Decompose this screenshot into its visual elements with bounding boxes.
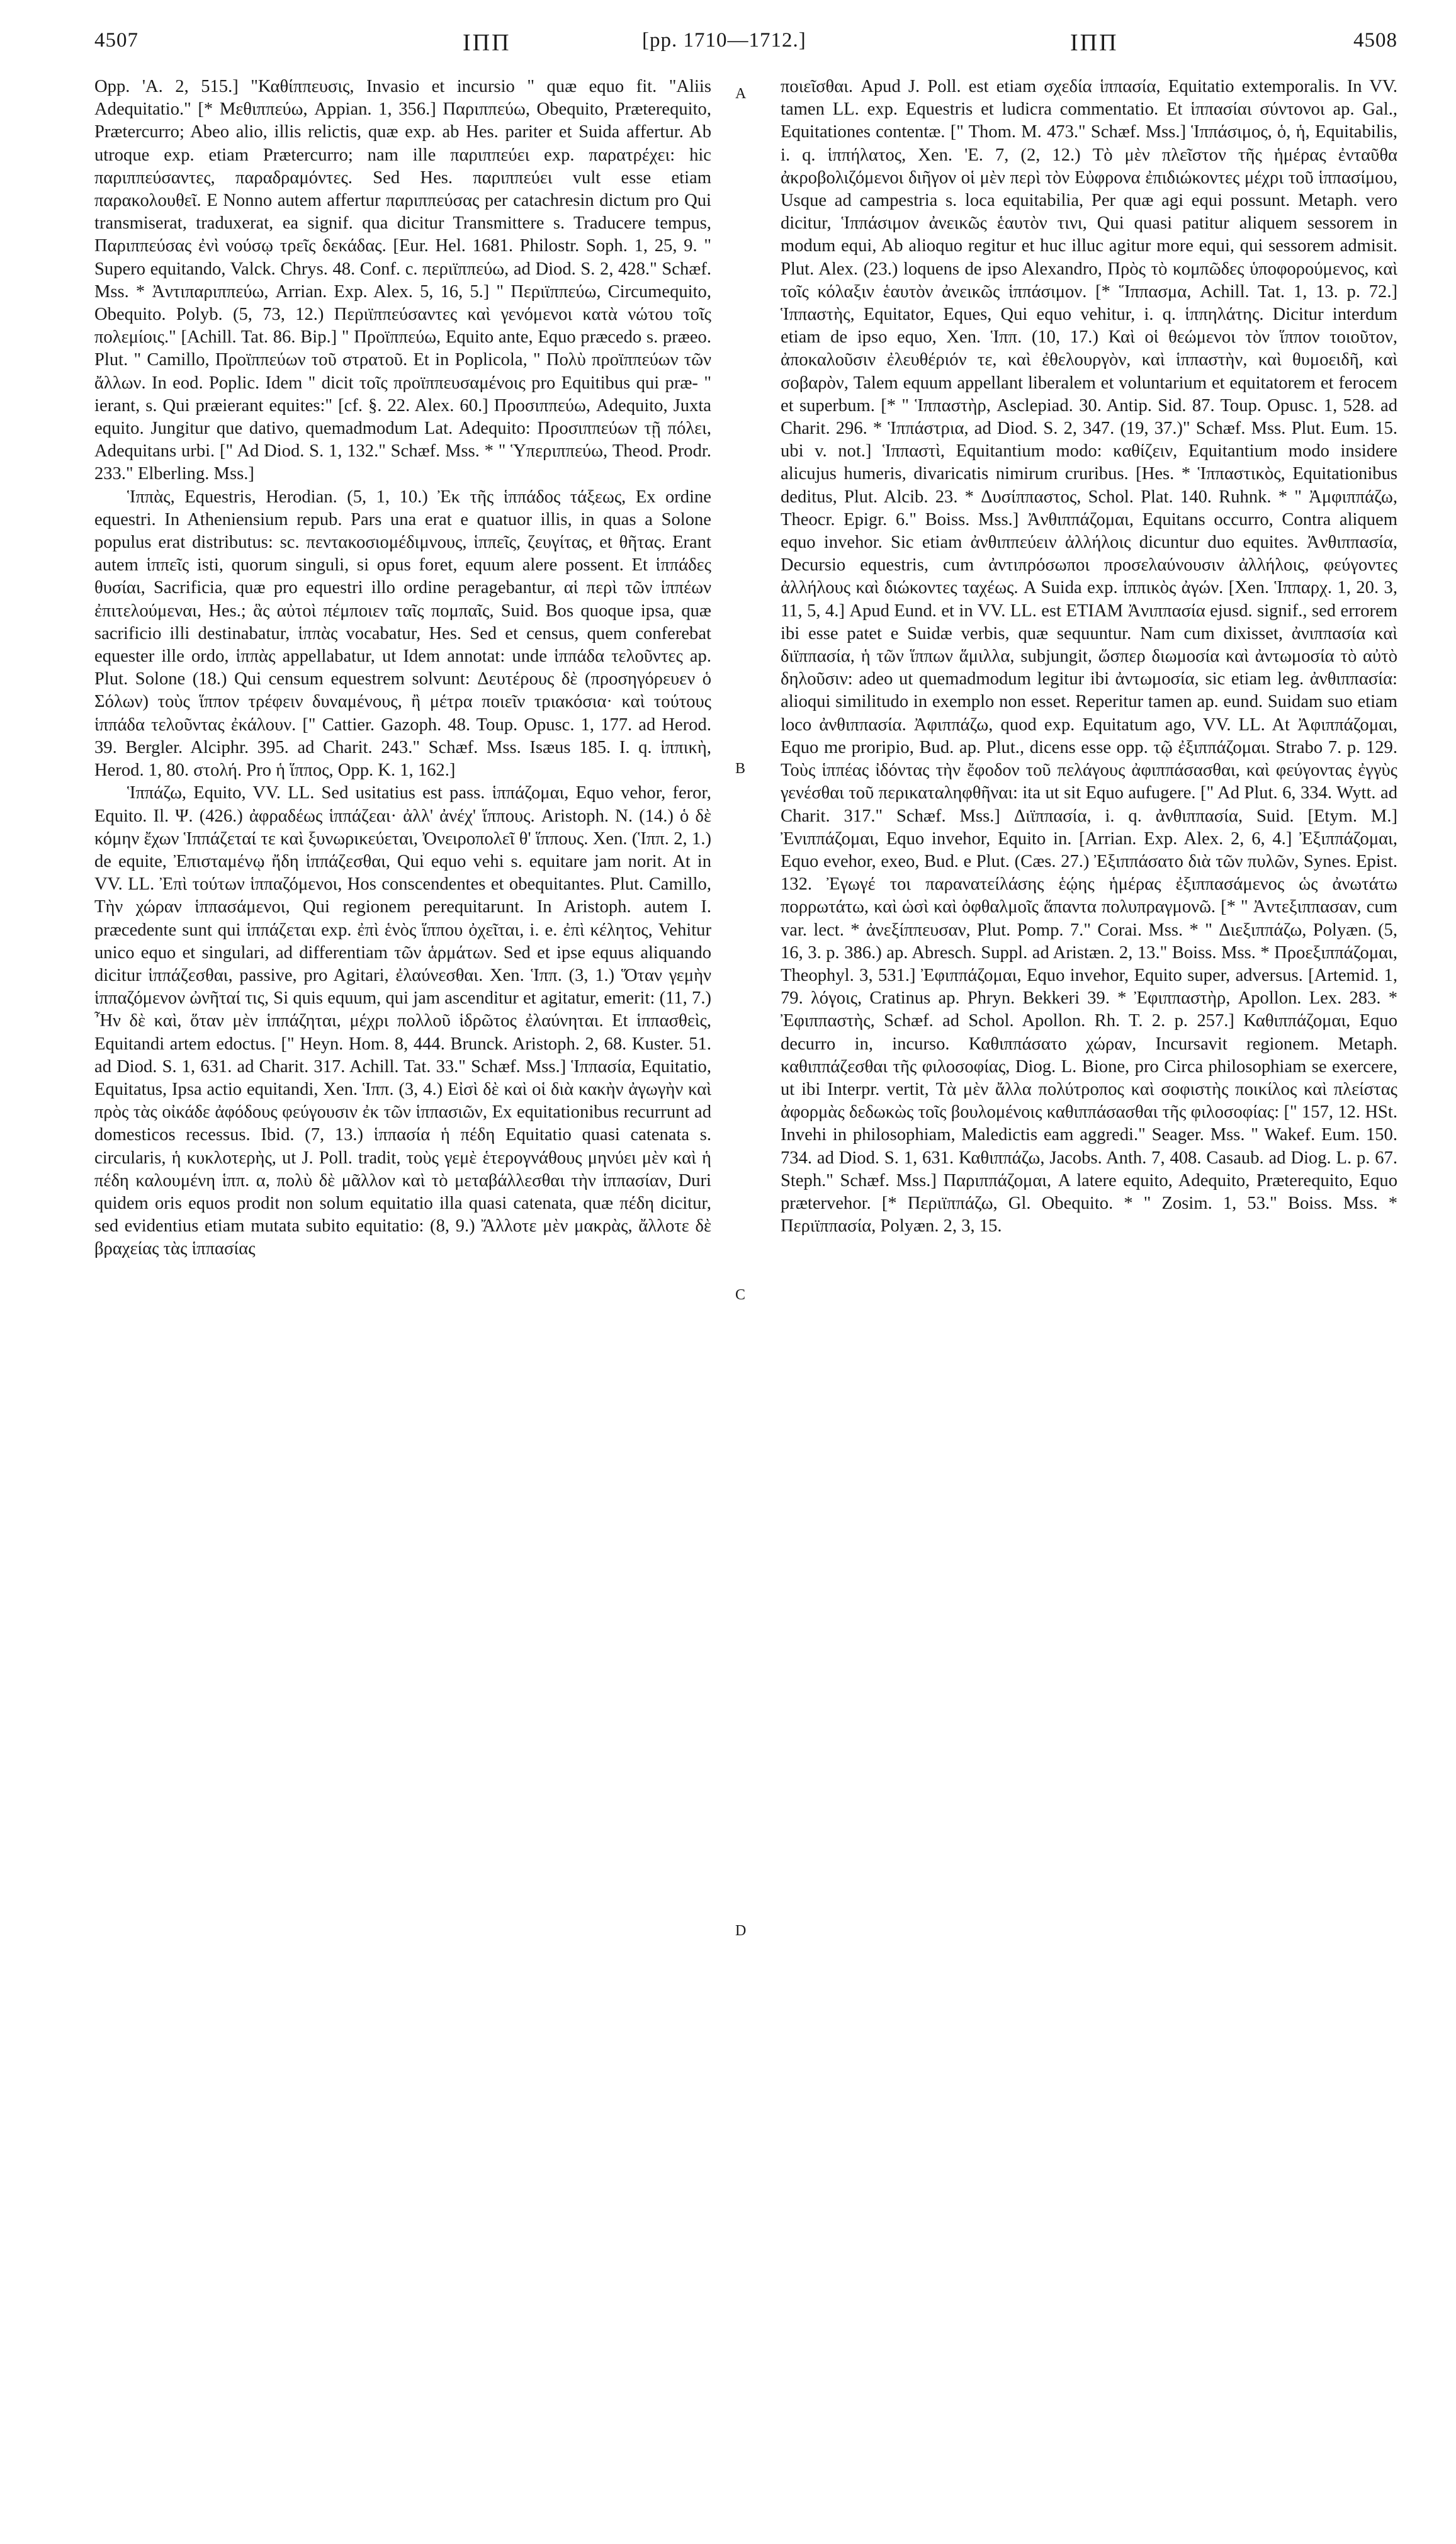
margin-letter-a: A xyxy=(735,86,747,102)
entry-paragraph: ποιεῖσθαι. Apud J. Poll. est etiam σχεδία ἱππασία, Equitatio extemporalis. In VV. tamen LL. exp. Equestris et ludicra commentatio. Et ἱππασίαι σύντονοι ap. Gal., Equitationes contentæ. [" Thom. M. 473." Schæf. Mss.] Ἱππάσιμος, ὁ, ἡ, Equitabilis, i. q. ἱππήλατος, Xen. 'E. 7, (2, 12.) Τὸ μὲν πλεῖστον τῆς ἡμέρας ἐνταῦθα ἀκροβολιζόμενοι διῆγον οἱ μὲν περὶ τὸν Εὐφρονα ἐπιδιώκοντες μέχρι τοῦ ἱππασίμου, Usque ad campestria s. loca equitabilia, Per quæ agi equi possunt. Metaph. vero dicitur, Ἱππάσιμον ἀνεικῶς ἑαυτὸν τινι, Qui quasi patitur aliquem sessorem in modum equi, Ab alioquo regitur et huc illuc agitur more equi, qui sessorem admisit. Plut. Alex. (23.) loquens de ipso Alexandro, Πρὸς τὸ κομπῶδες ὑποφορούμενος, καὶ τοῖς κόλαξιν ἑαυτὸν ἀνεικῶς ἱππάσιμον. [* Ἵππασμα, Achill. Tat. 1, 13. p. 72.] Ἱππαστὴς, Equitator, Eques, Qui equo vehitur, i. q. ἱππηλάτης. Dicitur interdum etiam de ipso equo, Xen. Ἱππ. (10, 17.) Καὶ οἱ θεώμενοι τὸν ἵππον τοιοῦτον, ἀποκαλοῦσιν ἐλευθέριόν τε, καὶ ἐθελουργὸν, καὶ ἱππαστὴν, καὶ θυμοειδῆ, καὶ σοβαρὸν, Talem equum appellant liberalem et voluntarium et equitatorem et ferocem et superbum. [* " Ἱππαστὴρ, Asclepiad. 30. Antip. Sid. 87. Toup. Opusc. 1, 528. ad Charit. 296. * Ἱππάστρια, ad Diod. S. 2, 347. (19, 37.)" Schæf. Mss. Plut. Eum. 15. ubi v. not.] Ἱππαστὶ, Equitantium modo: καθίζειν, Equitantium modo insidere alicujus humeris, divaricatis nimirum cruribus. [Hes. * Ἱππαστικὸς, Equitationibus deditus, Plut. Alcib. 23. * Δυσίππαστος, Schol. Plat. 140. Ruhnk. * " Ἀμφιππάζω, Theocr. Epigr. 6." Boiss. Mss.] Ἀνθιππάζομαι, Equitans occurro, Contra aliquem equo invehor. Sic etiam ἀνθιππεύειν ἀλλήλοις dicuntur duo equites. Ἀνθιππασία, Decursio equestris, cum ἀντιπρόσωποι προσελαύνουσιν ἀλλήλοις, φεύγοντες ἀλλήλους καὶ διώκοντες ταχέως. A Suida exp. ἱππικὸς ἀγών. [Xen. Ἱππαρχ. 1, 20. 3, 11, 5, 4.] Apud Eund. et in VV. LL. est ETIAM Ἀνιππασία ejusd. signif., sed errorem ibi esse patet e Suidæ verbis, quæ sequuntur. Nam cum dixisset, ἀνιππασία καὶ διϊππασία, ἡ τῶν ἵππων ἅμιλλα, subjungit, ὥσπερ διωμοσία καὶ ἀντωμοσία τὸ αὐτὸ δηλοῦσιν: adeo ut quemadmodum legitur ibi ἀντωμοσία, sic etiam leg. ἀνθιππασία: alioqui similitudo in exemplo non esset. Reperitur tamen ap. eund. Suidam suo etiam loco ἀνθιππασία. Ἀφιππάζω, quod exp. Equitatum ago, VV. LL. At Ἀφιππάζομαι, Equo me proripio, Bud. ap. Plut., dicens esse opp. τῷ ἐξιππάζομαι. Strabo 7. p. 129. Τοὺς ἱππέας ἰδόντας τὴν ἔφοδον τοῦ πελάγους ἀφιππάσασθαι, καὶ φεύγοντας ἐγγὺς γενέσθαι τοῦ περικαταληφθῆναι: ita ut sit Equo aufugere. [" Ad Plut. 6, 334. Wytt. ad Charit. 317." Schæf. Mss.] Διϊππασία, i. q. ἀνθιππασία, Suid. [Etym. M.] Ἐνιππάζομαι, Equo invehor, Equito in. [Arrian. Exp. Alex. 2, 6, 4.] Ἐξιππάζομαι, Equo evehor, exeo, Bud. e Plut. (Cæs. 27.) Ἐξιππάσατο διὰ τῶν πυλῶν, Synes. Epist. 132. Ἐγωγέ τοι παρανατείλάσης ἑῴης ἡμέρας ἐξιππασάμενος ὡς ἀνωτάτω πορρωτάτω, καὶ ὡσὶ καὶ ὀφθαλμοῖς ἅπαντα πολυπραγμονῶ. [* " Ἀντεξιππασαν, cum var. lect. * ἀνεξίππευσαν, Plut. Pomp. 7." Corai. Mss. * " Διεξιππάζω, Polyæn. (5, 16, 3. p. 386.) ap. Abresch. Suppl. ad Aristæn. 2, 13." Boiss. Mss. * Προεξιππάζομαι, Theophyl. 3, 531.] Ἐφιππάζομαι, Equo invehor, Equito super, adversus. [Artemid. 1, 79. λόγοις, Cratinus ap. Phryn. Bekkeri 39. * Ἐφιππαστὴρ, Apollon. Lex. 283. * Ἐφιππαστὴς, Schæf. ad Schol. Apollon. Rh. T. 2. p. 257.] Καθιππάζομαι, Equo decurro in, incurso. Καθιππάσατο χώραν, Incursavit regionem. Metaph. καθιππάζεσθαι τῆς φιλοσοφίας, Diog. L. Bione, pro Circa philosophiam se exercere, ut ibi Interpr. vertit, Τὰ μὲν ἄλλα πολύτροπος καὶ σοφιστὴς ποικίλος καὶ πλείστας ἀφορμὰς δεδωκὼς τοῖς βουλομένοις καθιππάσασθαι τῆς φιλοσοφίας: [" 157, 12. HSt. Invehi in philosophiam, Maledictis eam aggredi." Seager. Mss. " Wakef. Eum. 150. 734. ad Diod. S. 1, 631. Καθιππάζω, Jacobs. Anth. 7, 408. Casaub. ad Diog. L. p. 67. Steph." Schæf. Mss.] Παριππάζομαι, A latere equito, Adequito, Præterequito, Equo prætervehor. [* Περιϊππάζω, Gl. Obequito. * " Zosim. 1, 53." Boiss. Mss. * Περιϊππασία, Polyæn. 2, 3, 15. xyxy=(781,77,1397,1236)
margin-letter-d: D xyxy=(735,1923,747,1939)
right-running-head: ΙΠΠ xyxy=(1070,30,1119,56)
left-column-number: 4507 xyxy=(94,29,138,52)
page-header xyxy=(94,29,1397,67)
page-range: [pp. 1710—1712.] xyxy=(642,29,806,52)
entry-paragraph: Ἱππὰς, Equestris, Herodian. (5, 1, 10.) Ἐκ τῆς ἱππάδος τάξεως, Ex ordine equestri. In Atheniensium repub. Pars una erat e quatuor illis, in quas a Solone populus erat distributus: sc. πεντακοσιομέδιμνους, ἱππεῖς, ζευγίτας, et θῆτας. Erant autem ἱππεῖς isti, quorum singuli, si opus foret, equum alere possent. Et ἱππάδες θυσίαι, Sacrificia, quæ pro equestri illo ordine peragebantur, αἱ περὶ τῶν ἱππέων ἐπιτελούμεναι, Hes.; ἃς αὐτοὶ πέμποιεν ταῖς πομπαῖς, Suid. Bos quoque ipsa, quæ sacrificio illi destinabatur, ἱππὰς vocabatur, Hes. Sed et census, quem conferebat equester ille ordo, ἱππὰς appellabatur, ut Idem annotat: unde ἱππάδα τελοῦντες ap. Plut. Solone (18.) Qui censum equestrem solvunt: Δευτέρους δὲ (προσηγόρευεν ὁ Σόλων) τοὺς ἵππον τρέφειν δυναμένους, ἢ μέτρα ποιεῖν τριακόσια· καὶ τούτους ἱππάδα τελοῦντας ἐκάλουν. [" Cattier. Gazoph. 48. Toup. Opusc. 1, 177. ad Herod. 39. Bergler. Alciphr. 395. ad Charit. 243." Schæf. Mss. Isæus 185. I. q. ἱππικὴ, Herod. 1, 80. στολή. Pro ἡ ἵππος, Opp. K. 1, 162.] xyxy=(94,487,711,781)
right-column xyxy=(781,76,1397,2524)
margin-letter-b: B xyxy=(735,760,746,777)
left-running-head: ΙΠΠ xyxy=(463,30,511,56)
section-margin-letters xyxy=(730,76,762,2524)
entry-paragraph: Opp. 'A. 2, 515.] "Καθίππευσις, Invasio et incursio " quæ equo fit. "Aliis Adequitatio." [* Μεθιππεύω, Appian. 1, 356.] Παριππεύω, Obequito, Præterequito, Prætercurro; Abeo alio, illis relictis, quæ exp. ab Hes. pariter et Suida affertur. Ab utroque exp. etiam Prætercurro; nam ille παριππεύει exp. παρατρέχει: hic παριππεύσαντες, παραδραμόντες. Sed Hes. παριππεύει vult esse etiam παρακολουθεῖ. E Nonno autem affertur παριππεύσας per catachresin dictum pro Qui transmiserat, traduxerat, ea signif. qua dicitur Transmittere s. Traducere tempus, Παριππεύσας ἐνὶ νούσῳ τρεῖς δεκάδας. [Eur. Hel. 1681. Philostr. Soph. 1, 25, 9. " Supero equitando, Valck. Chrys. 48. Conf. c. περιϊππεύω, ad Diod. S. 2, 428." Schæf. Mss. * Ἀντιπαριππεύω, Arrian. Exp. Alex. 5, 16, 5.] " Περιϊππεύω, Circumequito, Obequito. Polyb. (5, 73, 12.) Περιϊππεύσαντες καὶ γενόμενοι κατὰ νώτου τοῖς πολεμίοις." [Achill. Tat. 86. Bip.] " Προϊππεύω, Equito ante, Equo præcedo s. præeo. Plut. " Camillo, Προϊππεύων τοῦ στρατοῦ. Et in Poplicola, " Πολὺ προϊππεύων τῶν ἄλλων. In eod. Poplic. Idem " dicit τοῖς προϊππευσαμένοις pro Equitibus qui præ- " ierant, s. Qui præierant equites:" [cf. §. 22. Alex. 60.] Προσιππεύω, Adequito, Juxta equito. Jungitur que dativo, quemadmodum Lat. Adequito: Προσιππεύων τῇ πόλει, Adequitans urbi. [" Ad Diod. S. 1, 132." Schæf. Mss. * " Ὑπεριππεύω, Theod. Prodr. 233." Elberling. Mss.] xyxy=(94,77,711,484)
left-column xyxy=(94,76,711,2524)
right-column-number: 4508 xyxy=(1353,29,1397,52)
margin-letter-c: C xyxy=(735,1287,746,1303)
entry-paragraph: Ἱππάζω, Equito, VV. LL. Sed usitatius est pass. ἱππάζομαι, Equo vehor, feror, Equito. Il. Ψ. (426.) ἀφραδέως ἱππάζεαι· ἀλλ' ἀνέχ' ἵππους. Aristoph. N. (14.) ὁ δὲ κόμην ἔχων Ἱππάζεταί τε καὶ ξυνωρικεύεται, Ὀνειροπολεῖ θ' ἵππους. Xen. (Ἱππ. 2, 1.) de equite, Ἐπισταμένῳ ἤδη ἱππάζεσθαι, Qui equo vehi s. equitare jam norit. At in VV. LL. Ἐπὶ τούτων ἱππαζόμενοι, Hos conscendentes et obequitantes. Plut. Camillo, Τὴν χώραν ἱππασάμενοι, Qui regionem perequitarunt. In Aristoph. autem I. præcedente sunt qui ἱππάζεται exp. ἐπὶ ἑνὸς ἵππου ὀχεῖται, i. e. ἐπὶ κέλητος, Vehitur unico equo et singulari, ad differentiam τῶν ἁρμάτων. Sed et ipse equus aliquando dicitur ἱππάζεσθαι, passive, pro Agitari, ἐλαύνεσθαι. Xen. Ἱππ. (3, 1.) Ὅταν γεμὴν ἱππαζόμενον ὠνῆταί τις, Si quis equum, qui jam ascenditur et agitatur, emerit: (11, 7.) Ἦν δὲ καὶ, ὅταν μὲν ἱππάζηται, μέχρι πολλοῦ ἱδρῶτος ἐλαύνηται. Et ἱππασθεὶς, Equitandi artem edoctus. [" Heyn. Hom. 8, 444. Brunck. Aristoph. 2, 68. Kuster. 51. ad Diod. S. 1, 631. ad Charit. 317. Achill. Tat. 33." Schæf. Mss.] Ἱππασία, Equitatio, Equitatus, Ipsa actio equitandi, Xen. Ἱππ. (3, 4.) Εἰσὶ δὲ καὶ οἱ διὰ κακὴν ἀγωγὴν καὶ πρὸς τὰς οἰκάδε ἀφόδους φεύγουσιν ἐκ τῶν ἱππασιῶν, Ex equitationibus recurrunt ad domesticos recessus. Ibid. (7, 13.) ἱππασία ἡ πέδη Equitatio quasi catenata s. circularis, ἡ κυκλοτερὴς, ut J. Poll. tradit, τοὺς γεμὲ ἑτερογνάθους μηνύει μὲν καὶ ἡ πέδη καλουμένη ἱππ. α, πολὺ δὲ μᾶλλον καὶ τὸ μεταβάλλεσθαι τὴν ἱππασίαν, Duri quidem oris equos prodit non solum equitatio illa quasi catenata, quæ πέδη dicitur, sed evidentius etiam mutata subito equitatio: (8, 9.) Ἄλλοτε μὲν μακρὰς, ἄλλοτε δὲ βραχείας τὰς ἱππασίας xyxy=(94,783,711,1259)
